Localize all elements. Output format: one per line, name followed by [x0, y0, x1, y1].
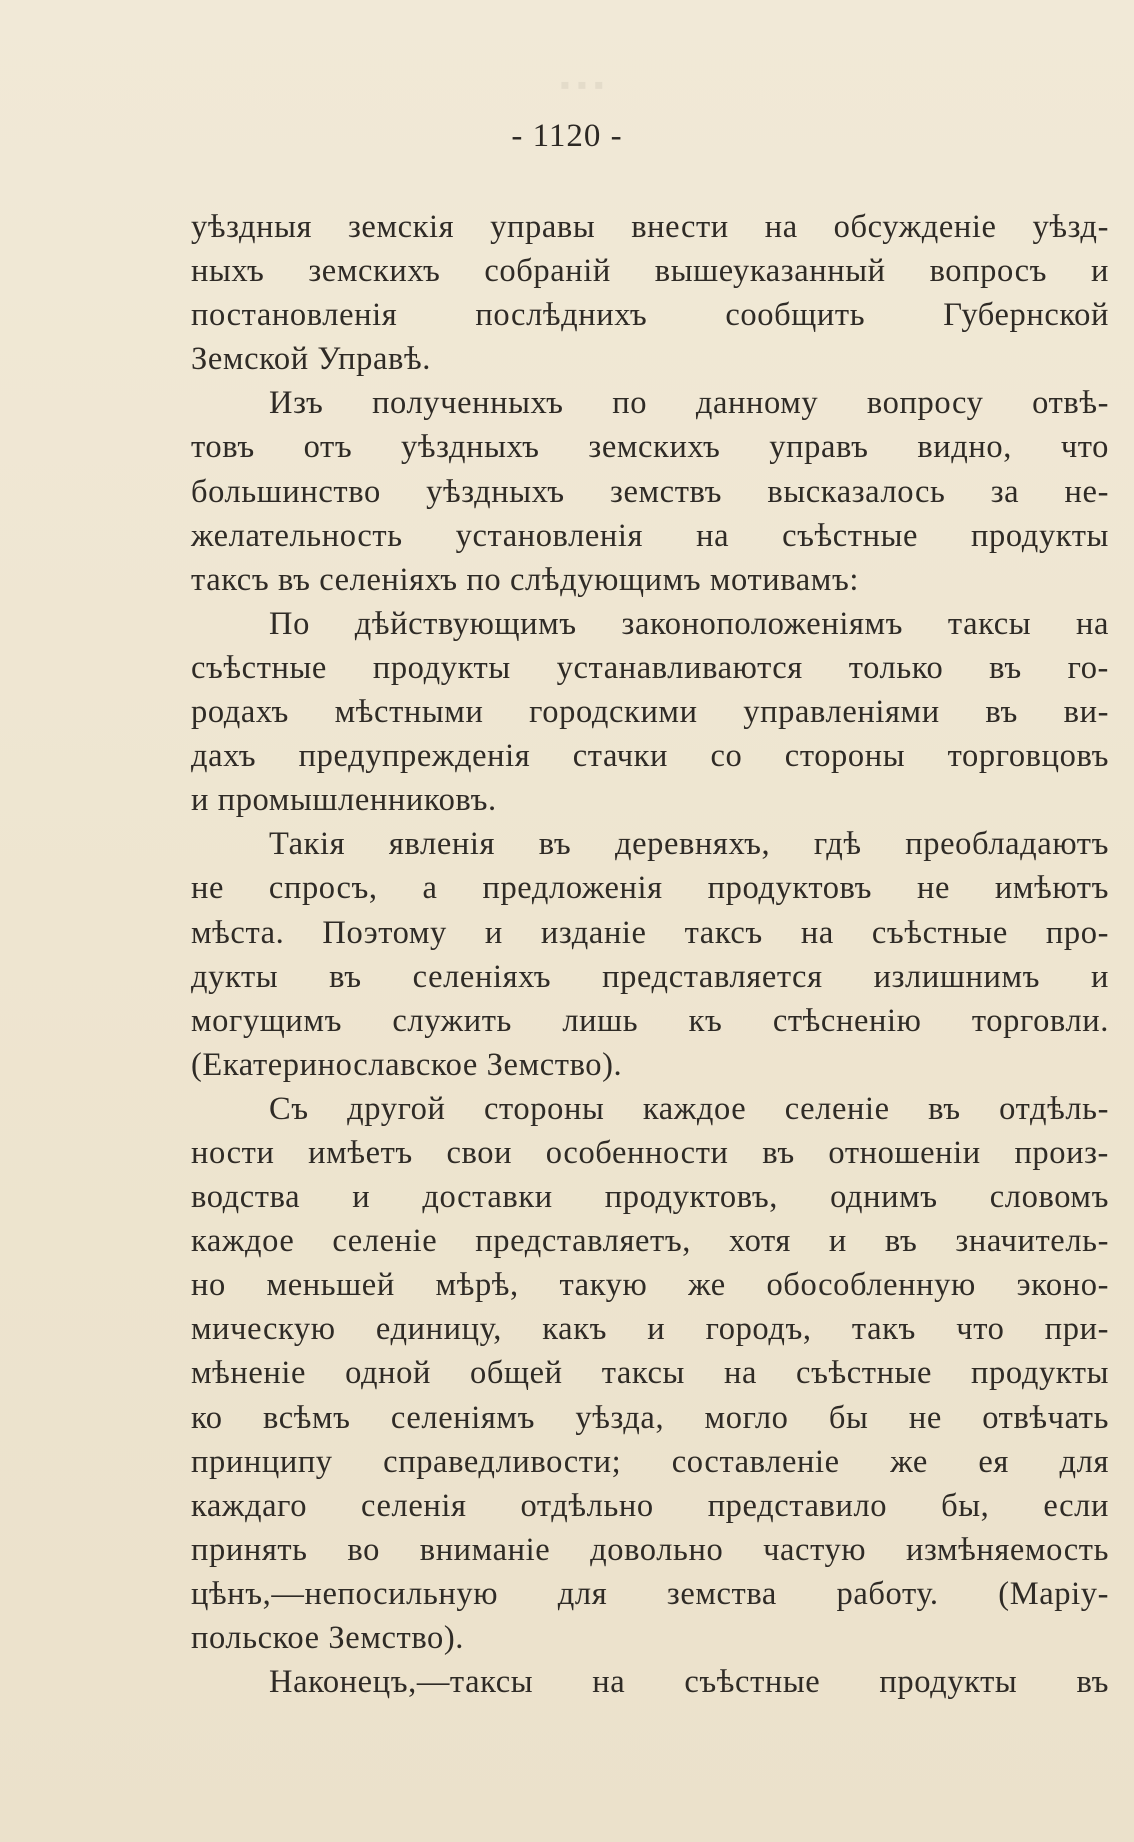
text-line: принять во вниманіе довольно частую измѣняемость [191, 1531, 1109, 1568]
text-line: но меньшей мѣрѣ, такую же обособленную эконо- [191, 1267, 1109, 1304]
text-line: каждаго селенія отдѣльно представило бы, если [191, 1487, 1109, 1524]
text-line: не спросъ, а предложенія продуктовъ не имѣютъ [191, 870, 1109, 907]
body-text [191, 205, 1109, 1704]
text-line: (Екатеринославское Земство). [191, 1046, 623, 1083]
text-line: принципу справедливости; составленіе же ея для [191, 1443, 1109, 1480]
text-line: желательность установленія на съѣстные продукты [191, 517, 1109, 554]
text-line: таксъ въ селеніяхъ по слѣдующимъ мотивамъ: [191, 561, 859, 598]
text-line: ныхъ земскихъ собраній вышеуказанный вопросъ и [191, 253, 1109, 290]
text-line: большинство уѣздныхъ земствъ высказалось за не- [191, 473, 1109, 510]
paragraph-first-line: Наконецъ,—таксы на съѣстные продукты въ [269, 1664, 1109, 1701]
text-line: ности имѣетъ свои особенности въ отношеніи произ- [191, 1134, 1109, 1171]
text-line: дукты въ селеніяхъ представляется излишнимъ и [191, 958, 1109, 995]
text-line: Земской Управѣ. [191, 341, 431, 378]
text-line: могущимъ служить лишь къ стѣсненію торговли. [191, 1002, 1109, 1039]
text-line: мѣненіе одной общей таксы на съѣстные продукты [191, 1355, 1109, 1392]
paragraph-first-line: Изъ полученныхъ по данному вопросу отвѣ- [269, 385, 1109, 422]
bleed-through-texture: ▪ ▪ ▪ [560, 70, 604, 101]
text-line: польское Земство). [191, 1620, 465, 1656]
text-line: уѣздныя земскія управы внести на обсужденіе уѣзд- [191, 209, 1109, 245]
text-line: родахъ мѣстными городскими управленіями въ ви- [191, 694, 1109, 731]
text-line: и промышленниковъ. [191, 782, 497, 819]
page-number: - 1120 - [511, 118, 623, 154]
text-line: товъ отъ уѣздныхъ земскихъ управъ видно, что [191, 429, 1109, 466]
text-line: водства и доставки продуктовъ, однимъ словомъ [191, 1179, 1109, 1216]
text-line: ко всѣмъ селеніямъ уѣзда, могло бы не отвѣчать [191, 1399, 1109, 1436]
text-line: цѣнъ,—непосильную для земства работу. (Маріу- [191, 1575, 1109, 1612]
text-line: постановленія послѣднихъ сообщить Губернской [191, 297, 1109, 334]
text-line: дахъ предупрежденія стачки со стороны торговцовъ [191, 738, 1109, 775]
text-line: каждое селеніе представляетъ, хотя и въ значитель- [191, 1223, 1109, 1260]
text-line: съѣстные продукты устанавливаются только въ го- [191, 649, 1109, 686]
paragraph-first-line: Съ другой стороны каждое селеніе въ отдѣль- [269, 1090, 1109, 1127]
paragraph-first-line: По дѣйствующимъ законоположеніямъ таксы на [269, 605, 1109, 642]
text-line: мическую единицу, какъ и городъ, такъ что при- [191, 1311, 1109, 1348]
text-line: мѣста. Поэтому и изданіе таксъ на съѣстные про- [191, 914, 1109, 951]
paragraph-first-line: Такія явленія въ деревняхъ, гдѣ преобладаютъ [269, 826, 1109, 863]
